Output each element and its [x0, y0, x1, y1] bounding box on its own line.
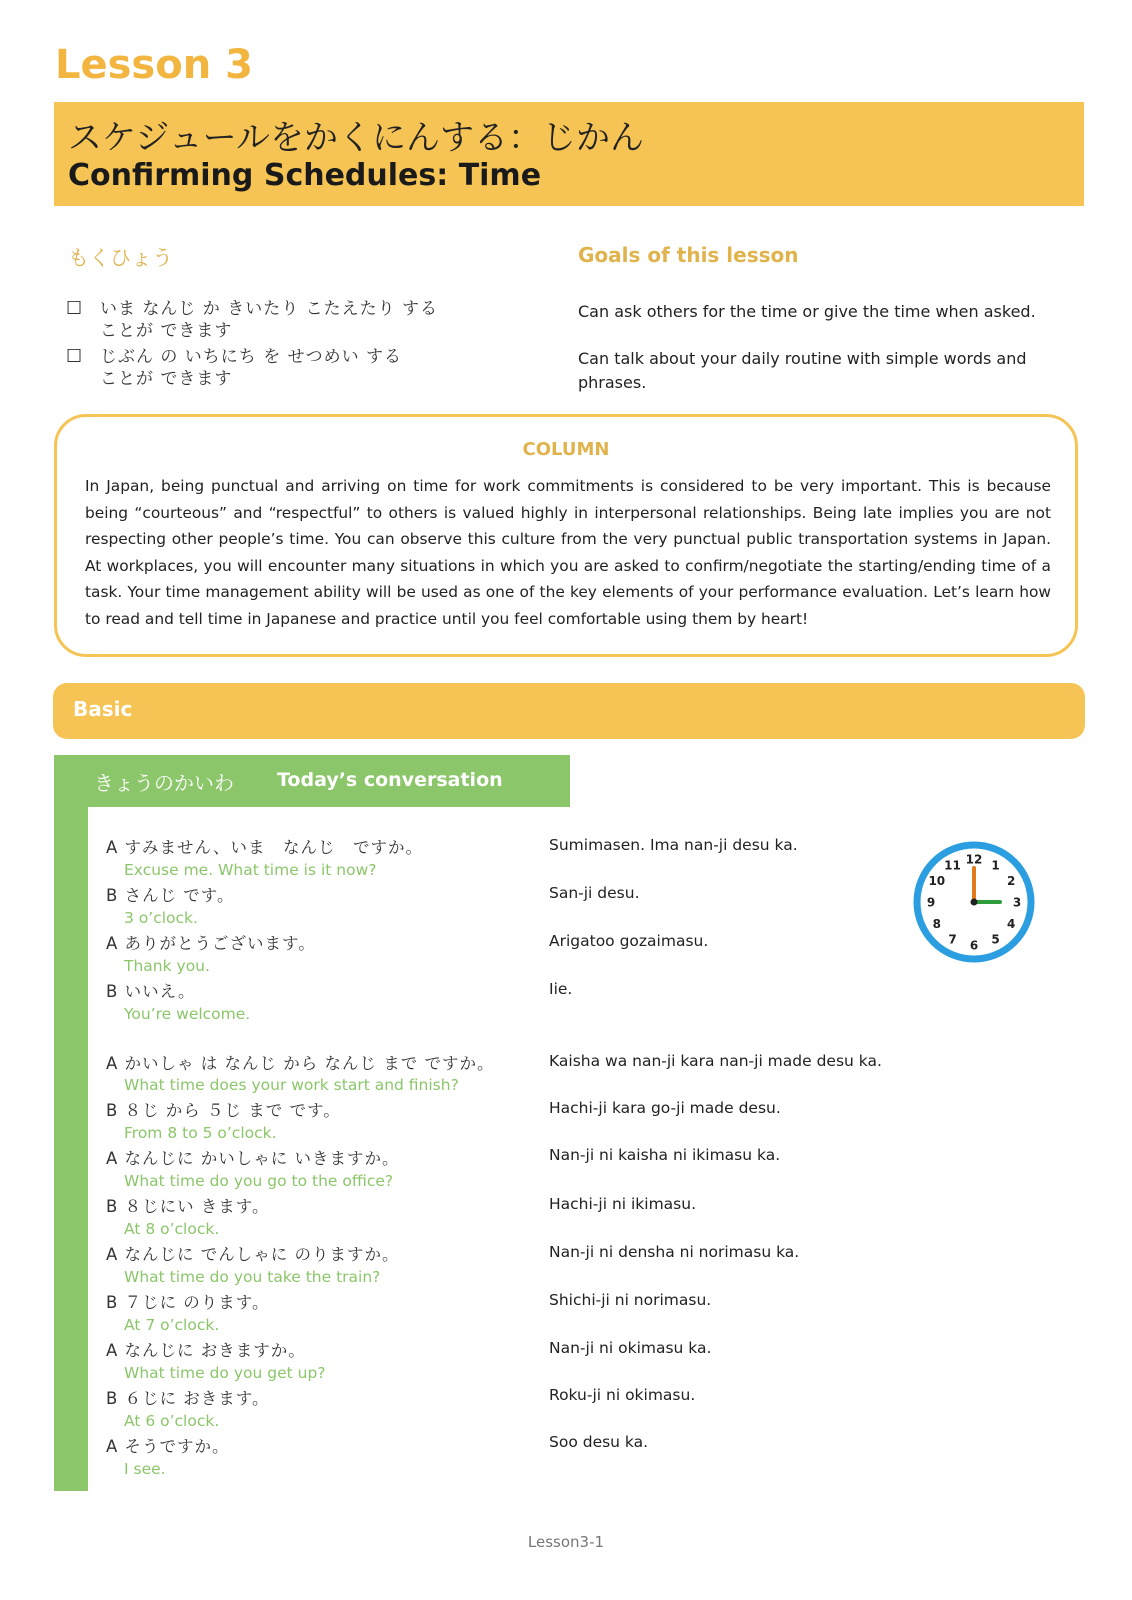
dialogue-japanese: B いいえ。: [106, 982, 196, 1001]
dialogue-japanese: B ８じ から ５じ まで です。: [106, 1101, 341, 1120]
basic-section-bar: [53, 683, 1085, 739]
column-text: In Japan, being punctual and arriving on time for work commitments is considered to be very important. This is because being “courteous” and “respectful” to others is valued highly in interpersonal relationships. Being late implies you are not respecting other people’s time. You can observe this culture from the very punctual public transportation systems in Japan. At workplaces, you will encounter many situations in which you are asked to confirm/negotiate the starting/ending time of a task. Your time management ability will be used as one of the key elements of your performance evaluation. Let’s learn how to read and tell time in Japanese and practice until you feel comfortable using them by heart!: [85, 477, 1051, 628]
dialogue-romaji: Nan-ji ni kaisha ni ikimasu ka.: [549, 1146, 781, 1164]
dialogue-translation: What time do you get up?: [124, 1364, 326, 1382]
dialogue-translation: Thank you.: [124, 957, 210, 975]
dialogue-romaji: Hachi-ji kara go-ji made desu.: [549, 1099, 781, 1117]
goal-japanese-1: [66, 298, 506, 342]
clock-number: 10: [928, 874, 946, 888]
checkbox-icon: ☐: [66, 346, 84, 367]
dialogue-romaji: Soo desu ka.: [549, 1433, 649, 1451]
clock-number: 3: [1012, 895, 1022, 910]
dialogue-japanese: A なんじに でんしゃに のりますか。: [106, 1245, 400, 1264]
dialogue-romaji: Nan-ji ni densha ni norimasu ka.: [549, 1243, 800, 1261]
dialogue-translation: 3 o’clock.: [124, 909, 198, 927]
title-japanese: スケジュールをかくにんする：じかん: [68, 118, 644, 158]
clock-number: 11: [944, 858, 961, 873]
column-title: COLUMN: [522, 439, 610, 460]
conversation-sidebar: [54, 807, 88, 1491]
dialogue-japanese: B ８じにい きます。: [106, 1197, 270, 1216]
clock-number: 9: [926, 895, 936, 910]
conversation-header: [54, 755, 570, 807]
clock-number: 6: [969, 938, 979, 953]
dialogue-japanese: A そうですか。: [106, 1437, 230, 1456]
lesson-label: Lesson 3: [55, 42, 253, 88]
dialogue-translation: What time does your work start and finish?: [124, 1076, 459, 1094]
dialogue-japanese: A なんじに かいしゃに いきますか。: [106, 1149, 400, 1168]
clock-number: 7: [948, 932, 957, 947]
dialogue-translation: Excuse me. What time is it now?: [124, 861, 377, 879]
dialogue-japanese: B ７じに のります。: [106, 1293, 270, 1312]
clock-number: 8: [932, 917, 941, 931]
dialogue-translation: You’re welcome.: [124, 1005, 251, 1023]
dialogue-romaji: Arigatoo gozaimasu.: [549, 932, 709, 950]
goal-japanese-line: いま なんじ か きいたり こたえたり する: [100, 299, 439, 319]
goals-heading-english: Goals of this lesson: [578, 243, 799, 267]
clock-number: 1: [991, 858, 1000, 873]
goal-japanese-line: ことが できます: [100, 369, 233, 389]
dialogue-translation: At 8 o’clock.: [124, 1220, 220, 1238]
dialogue-japanese: A かいしゃ は なんじ から なんじ まで ですか。: [106, 1054, 495, 1073]
conversation-header-japanese: きょうのかいわ: [94, 771, 234, 795]
goal-japanese-2: [66, 346, 506, 390]
basic-section-label: Basic: [73, 697, 133, 721]
goal-english-1: Can ask others for the time or give the time when asked.: [578, 302, 1036, 321]
clock-icon: [910, 838, 1038, 966]
clock-center: [971, 899, 978, 906]
goal-english-2: Can talk about your daily routine with simple words and phrases.: [578, 349, 1027, 392]
dialogue-romaji: Kaisha wa nan-ji kara nan-ji made desu ka.: [549, 1052, 882, 1070]
dialogue-translation: At 7 o’clock.: [124, 1316, 220, 1334]
dialogue-japanese: B さんじ です。: [106, 886, 235, 905]
clock-number: 5: [991, 932, 1000, 947]
dialogue-translation: What time do you go to the office?: [124, 1172, 394, 1190]
dialogue-translation: What time do you take the train?: [124, 1268, 381, 1286]
dialogue-romaji: Nan-ji ni okimasu ka.: [549, 1339, 712, 1357]
checkbox-icon: ☐: [66, 298, 84, 319]
dialogue-japanese: A なんじに おきますか。: [106, 1341, 306, 1360]
dialogue-romaji: Roku-ji ni okimasu.: [549, 1386, 696, 1404]
dialogue-japanese: B ６じに おきます。: [106, 1389, 270, 1408]
dialogue-translation: At 6 o’clock.: [124, 1412, 220, 1430]
clock-number: 12: [965, 852, 983, 867]
dialogue-romaji: San-ji desu.: [549, 884, 640, 902]
conversation-header-english: Today’s conversation: [277, 769, 503, 791]
title-english: Confirming Schedules: Time: [68, 158, 542, 193]
page-number: Lesson3-1: [527, 1533, 605, 1551]
clock-number: 4: [1007, 917, 1016, 931]
goal-japanese-line: ことが できます: [100, 321, 233, 341]
dialogue-translation: I see.: [124, 1460, 166, 1478]
title-band: [54, 102, 1084, 206]
dialogue-translation: From 8 to 5 o’clock.: [124, 1124, 277, 1142]
dialogue-japanese: A ありがとうございます。: [106, 934, 316, 953]
clock-number: 2: [1007, 874, 1016, 888]
dialogue-romaji: Hachi-ji ni ikimasu.: [549, 1195, 697, 1213]
goal-japanese-line: じぶん の いちにち を せつめい する: [100, 347, 403, 367]
dialogue-japanese: A すみません、いま なんじ ですか。: [106, 838, 424, 857]
goals-heading-japanese: もくひょう: [68, 246, 173, 270]
dialogue-romaji: Iie.: [549, 980, 573, 998]
column-box: [54, 414, 1078, 657]
dialogue-romaji: Shichi-ji ni norimasu.: [549, 1291, 712, 1309]
dialogue-romaji: Sumimasen. Ima nan-ji desu ka.: [549, 836, 798, 854]
